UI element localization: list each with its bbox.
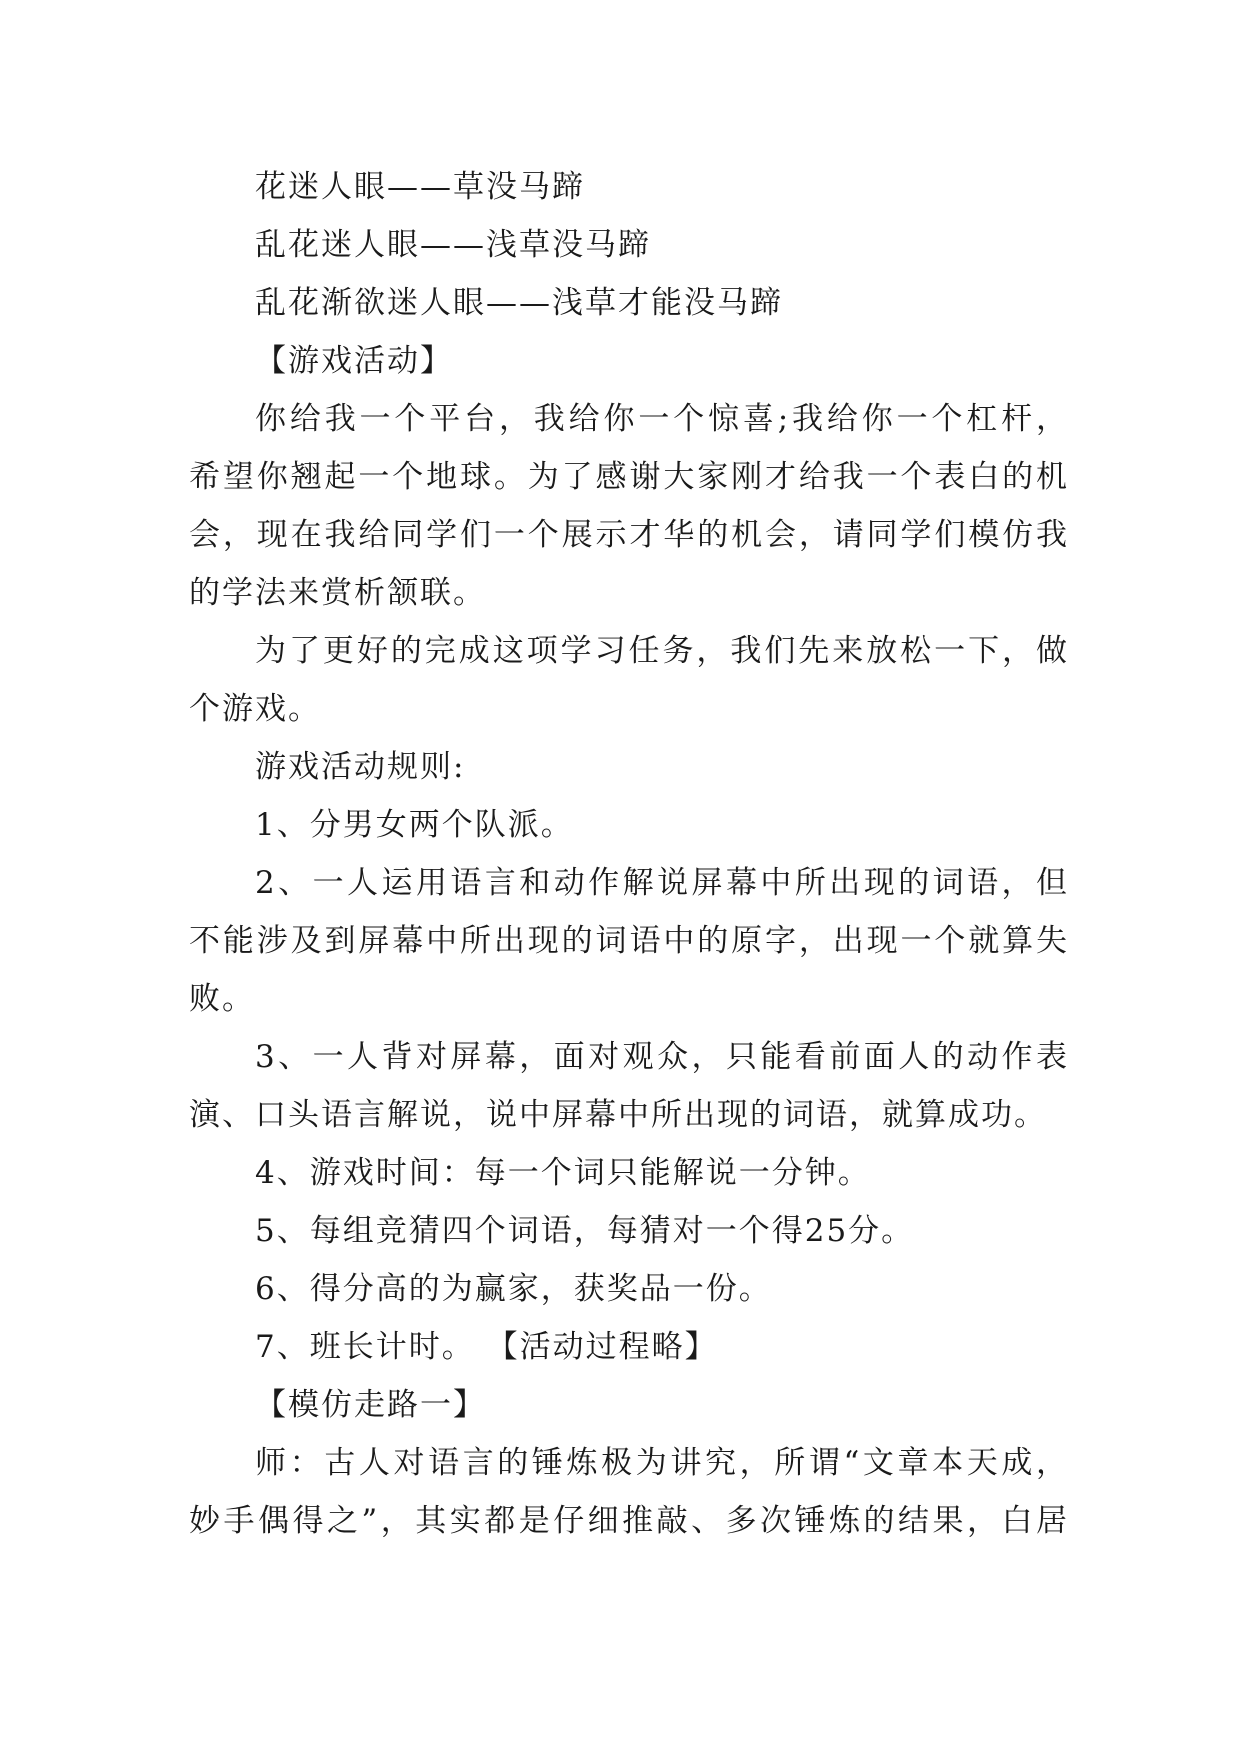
rule-item: 2、一人运用语言和动作解说屏幕中所出现的词语，但 <box>255 865 1069 901</box>
text-line: 妙手偶得之”，其实都是仔细推敲、多次锤炼的结果，白居 <box>189 1503 1069 1539</box>
text-line: 乱花渐欲迷人眼——浅草才能没马蹄 <box>255 285 783 321</box>
text-line: 会，现在我给同学们一个展示才华的机会，请同学们模仿我 <box>189 517 1069 553</box>
text-line: 花迷人眼——草没马蹄 <box>255 169 585 205</box>
rule-item: 5、每组竞猜四个词语，每猜对一个得25分。 <box>255 1213 915 1249</box>
rules-heading: 游戏活动规则: <box>255 749 466 785</box>
rule-item: 6、得分高的为赢家，获奖品一份。 <box>255 1271 772 1307</box>
section-heading: 【模仿走路一】 <box>255 1387 486 1423</box>
text-line: 为了更好的完成这项学习任务，我们先来放松一下，做 <box>255 633 1069 669</box>
rule-item: 7、班长计时。 【活动过程略】 <box>255 1329 718 1365</box>
text-line: 师：古人对语言的锤炼极为讲究，所谓“文章本天成， <box>255 1445 1069 1481</box>
text-line: 希望你翘起一个地球。为了感谢大家刚才给我一个表白的机 <box>189 459 1069 495</box>
document-body <box>189 158 1069 1550</box>
rule-item: 3、一人背对屏幕，面对观众，只能看前面人的动作表 <box>255 1039 1069 1075</box>
rule-item: 4、游戏时间：每一个词只能解说一分钟。 <box>255 1155 871 1191</box>
text-line: 演、口头语言解说，说中屏幕中所出现的词语，就算成功。 <box>189 1097 1047 1133</box>
text-line: 乱花迷人眼——浅草没马蹄 <box>255 227 651 263</box>
text-line: 的学法来赏析颔联。 <box>189 575 486 611</box>
section-heading: 【游戏活动】 <box>255 343 453 379</box>
text-line: 不能涉及到屏幕中所出现的词语中的原字，出现一个就算失 <box>189 923 1069 959</box>
rule-item: 1、分男女两个队派。 <box>255 807 574 843</box>
text-line: 个游戏。 <box>189 691 321 727</box>
text-line: 你给我一个平台，我给你一个惊喜;我给你一个杠杆， <box>255 401 1069 437</box>
text-line: 败。 <box>189 981 255 1017</box>
